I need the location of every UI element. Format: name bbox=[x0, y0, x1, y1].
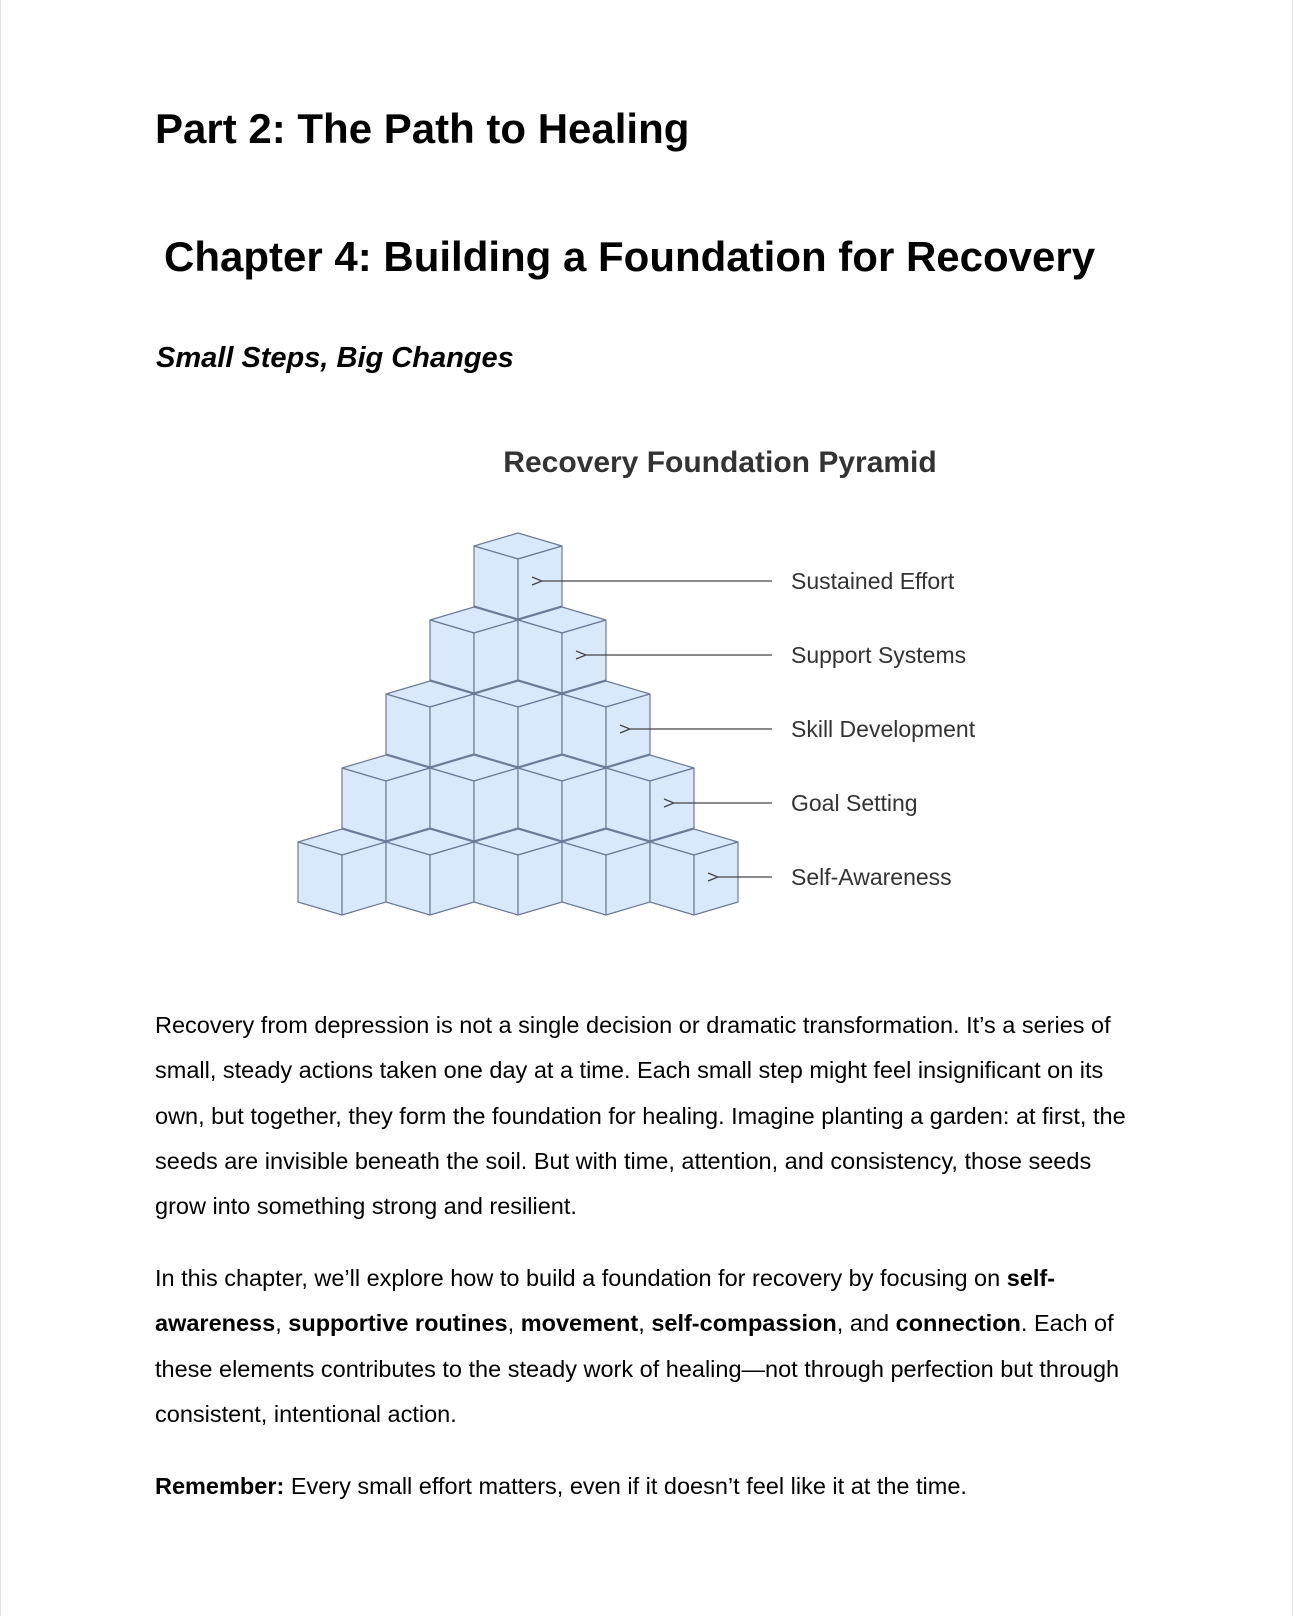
diagram-title: Recovery Foundation Pyramid bbox=[503, 446, 937, 479]
separator-text: , bbox=[638, 1310, 652, 1337]
pyramid-cube bbox=[342, 755, 430, 841]
pyramid-cube bbox=[650, 829, 738, 915]
separator-text: , bbox=[275, 1310, 289, 1337]
focus-outro-text: . Each of these elements contributes to the steady work of healing—not through perfection but through consistent, intentional action. bbox=[155, 1310, 1120, 1427]
separator-text: , bbox=[507, 1310, 521, 1337]
pyramid-cube bbox=[298, 829, 386, 915]
term-supportive-routines: supportive routines bbox=[288, 1310, 508, 1337]
pyramid-cube bbox=[606, 755, 694, 841]
level-label: Sustained Effort bbox=[791, 568, 955, 594]
pyramid-cubes bbox=[298, 533, 738, 915]
chapter-title: Chapter 4: Building a Foundation for Recovery bbox=[164, 233, 1096, 280]
pyramid-diagram bbox=[0, 430, 1293, 930]
pyramid-cube bbox=[474, 829, 562, 915]
pyramid-cube bbox=[386, 829, 474, 915]
separator-text: , and bbox=[836, 1310, 896, 1337]
term-connection: connection bbox=[895, 1310, 1021, 1337]
part-title: Part 2: The Path to Healing bbox=[155, 105, 690, 152]
pyramid-cube bbox=[430, 755, 518, 841]
pyramid-cube bbox=[518, 607, 606, 693]
remember-label: Remember: bbox=[155, 1473, 285, 1499]
pyramid-cube bbox=[474, 681, 562, 767]
remember-paragraph bbox=[155, 1464, 1145, 1509]
remember-text: Every small effort matters, even if it doesn’t feel like it at the time. bbox=[284, 1473, 967, 1499]
pyramid-cube bbox=[562, 829, 650, 915]
pyramid-cube bbox=[430, 607, 518, 693]
term-self-awareness: self-awareness bbox=[155, 1265, 1056, 1337]
pyramid-figure bbox=[0, 430, 1293, 930]
level-label: Self-Awareness bbox=[791, 864, 952, 890]
pyramid-cube bbox=[386, 681, 474, 767]
level-label: Goal Setting bbox=[791, 790, 918, 816]
focus-intro-text: In this chapter, we’ll explore how to build a foundation for recovery by focusing on bbox=[155, 1265, 1007, 1291]
section-subtitle: Small Steps, Big Changes bbox=[156, 342, 514, 374]
intro-paragraph: Recovery from depression is not a single decision or dramatic transformation. It’s a series of small, steady actions taken one day at a time. Each small step might feel insignificant on its own, but together, they form the foundation for healing. Imagine planting a garden: at first, the seeds are invisible beneath the soil. But with time, attention, and consistency, those seeds grow into something strong and resilient. bbox=[155, 1012, 1126, 1220]
term-self-compassion: self-compassion bbox=[651, 1310, 837, 1337]
level-label: Skill Development bbox=[791, 716, 976, 742]
pyramid-cube bbox=[562, 681, 650, 767]
focus-paragraph bbox=[155, 1256, 1145, 1437]
term-movement: movement bbox=[520, 1310, 639, 1337]
pyramid-cube bbox=[518, 755, 606, 841]
level-label: Support Systems bbox=[791, 642, 967, 668]
pyramid-cube bbox=[474, 533, 562, 619]
